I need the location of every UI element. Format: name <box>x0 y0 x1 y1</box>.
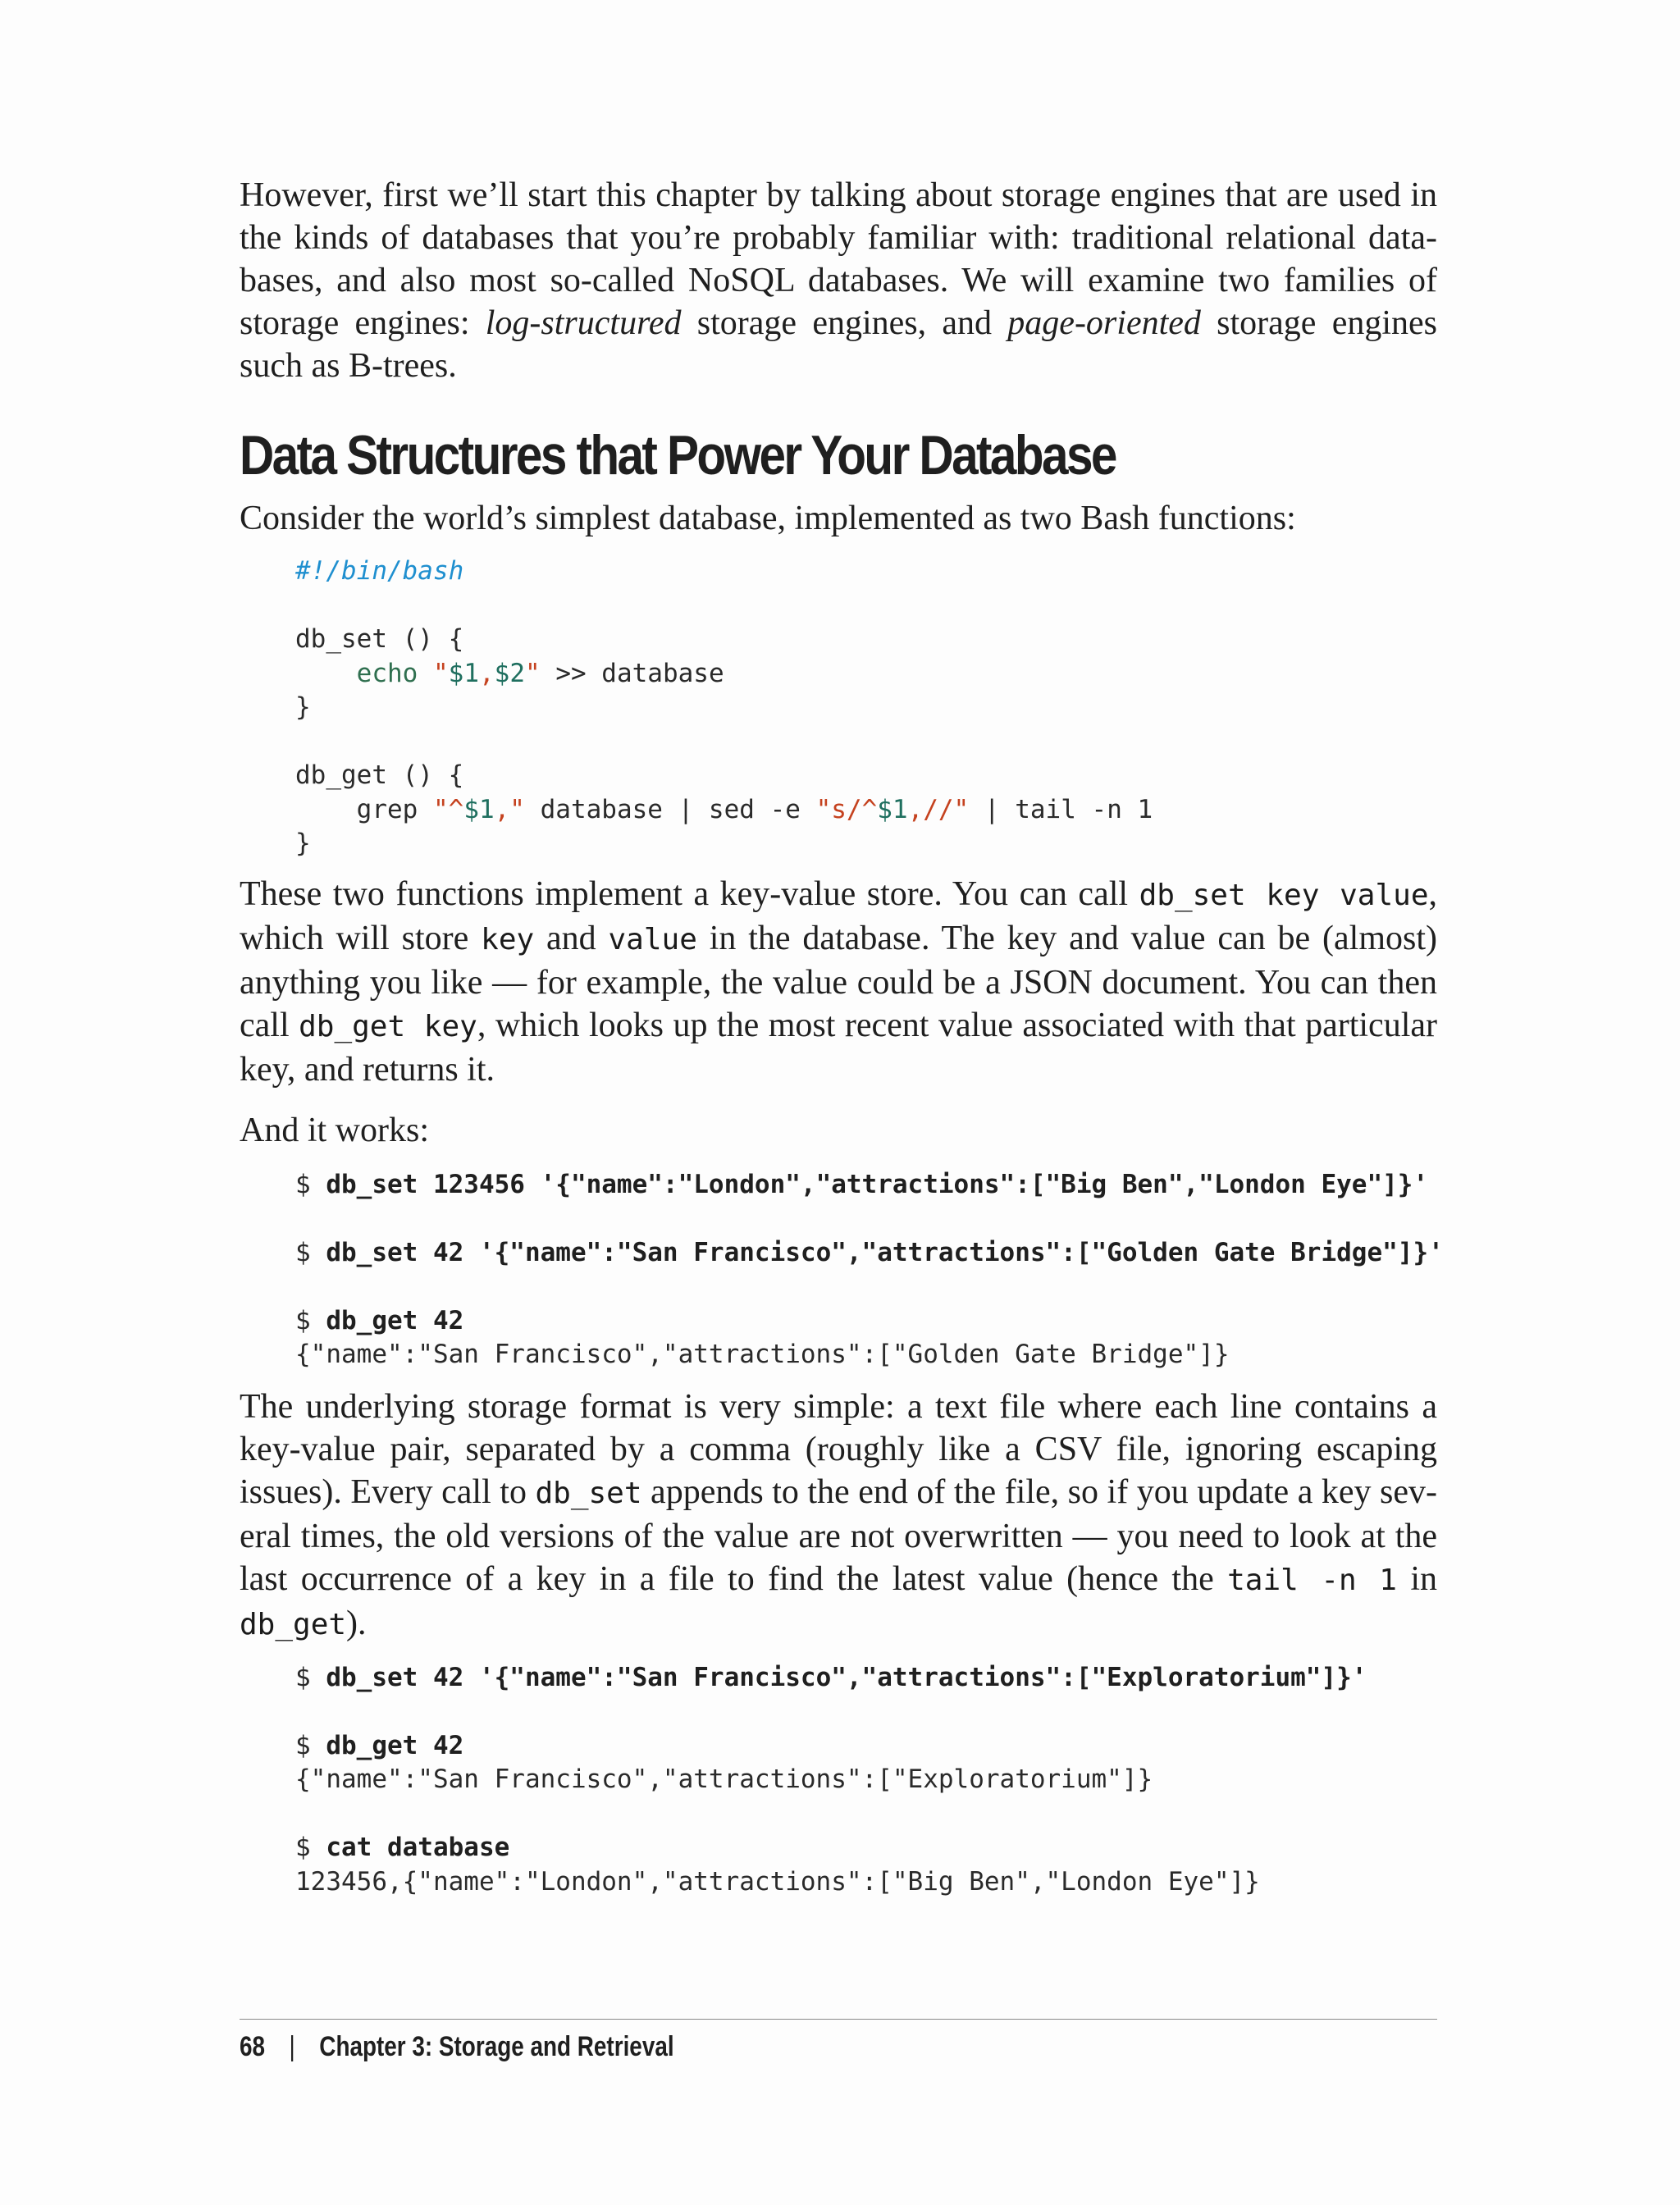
code-line: } <box>295 692 311 722</box>
code-variable: $1 <box>877 794 908 824</box>
text-run: in <box>1396 1559 1437 1598</box>
shell-output: 123456,{"name":"London","attractions":["Big Ben","London Eye"]} <box>295 1866 1260 1897</box>
code-variable: $1 <box>463 794 495 824</box>
inline-code: tail -n 1 <box>1227 1563 1397 1597</box>
code-text: >> database <box>540 658 724 688</box>
shell-output: {"name":"San Francisco","attractions":["Golden Gate Bridge"]} <box>295 1340 1230 1369</box>
inline-code: value <box>608 922 697 956</box>
code-string: "s/^ <box>815 794 878 824</box>
text-run: ). <box>346 1604 367 1642</box>
inline-code: db_set <box>535 1476 642 1510</box>
text-run: and <box>534 919 609 957</box>
text-run: in the database. The key and value can be (almost) anything you like — for example, the value could be a JSON document. You can then call <box>240 919 1437 1044</box>
code-line: db_set () { <box>295 624 464 654</box>
text-run: However, first we’ll start this chapter by talking about storage engines that are used in the kinds of databases that you’re probably familiar with: traditional relational data‐ bases, and also most so-called NoSQL databases. We will examine two families of storage engines: <box>240 176 1437 342</box>
paragraph-consider: Consider the world’s simplest database, implemented as two Bash functions: <box>240 500 1296 537</box>
text-run: appends to the end of the file, so if you update a key sev‐ eral times, the old versions of the value are not overwritten — you need to look at the last occurrence of a key in a file to find the latest value (hence the <box>240 1472 1437 1598</box>
code-string: , <box>478 658 495 688</box>
shell-command: cat database <box>326 1833 510 1862</box>
page-number: 68 <box>240 2030 266 2062</box>
shell-command: db_get 42 <box>326 1305 464 1335</box>
code-block-session-1 <box>240 1168 1444 1372</box>
inline-code: db_get key <box>299 1009 477 1043</box>
code-variable: $2 <box>494 658 525 688</box>
shell-prompt: $ <box>295 1169 326 1199</box>
shell-prompt: $ <box>295 1237 326 1267</box>
code-block-bash <box>240 555 1437 861</box>
code-text: | tail -n 1 <box>969 794 1153 824</box>
paragraph-intro <box>240 174 1437 387</box>
code-line: } <box>295 829 311 858</box>
code-text: grep <box>356 794 418 824</box>
shell-prompt: $ <box>295 1730 326 1760</box>
emphasis-page-oriented: page-oriented <box>1007 304 1201 342</box>
code-block-session-2 <box>240 1661 1437 1900</box>
text-run: , which will store <box>240 874 1437 957</box>
shell-prompt: $ <box>295 1305 326 1335</box>
inline-code: db_get <box>240 1607 347 1641</box>
text-run: storage engines such as B-trees. <box>240 304 1437 385</box>
page-content <box>240 174 1444 1899</box>
chapter-title: Chapter 3: Storage and Retrieval <box>319 2030 674 2062</box>
code-keyword: echo <box>356 658 418 688</box>
code-string: "^ <box>432 794 464 824</box>
code-variable: $1 <box>448 658 479 688</box>
shell-output: {"name":"San Francisco","attractions":["Exploratorium"]} <box>295 1764 1153 1794</box>
inline-code: key <box>481 922 535 956</box>
code-string: ," <box>494 794 525 824</box>
shell-prompt: $ <box>295 1662 326 1692</box>
paragraph-storage-format <box>240 1386 1437 1646</box>
text-run: , which looks up the most recent value associated with that particular key, and returns it. <box>240 1006 1437 1089</box>
text-run: These two functions implement a key-value store. You can call <box>240 874 1139 913</box>
shell-command: db_set 42 '{"name":"San Francisco","attractions":["Exploratorium"]}' <box>326 1662 1367 1692</box>
page-footer <box>240 2026 674 2067</box>
shell-command: db_set 123456 '{"name":"London","attractions":["Big Ben","London Eye"]}' <box>326 1169 1429 1199</box>
text-run: The underlying storage format is very simple: a text file where each line contains a key-value pair, separated by a comma (roughly like a CSV file, ignoring escaping issues). Every call to <box>240 1387 1437 1511</box>
footer-separator: | <box>289 2030 295 2062</box>
text-run: storage engines, and <box>681 304 1008 342</box>
inline-code: db_set key value <box>1139 878 1429 912</box>
shell-prompt: $ <box>295 1833 326 1862</box>
footer-divider <box>240 2019 1437 2020</box>
paragraph-key-value <box>240 873 1437 1091</box>
paragraph-it-works: And it works: <box>240 1111 429 1149</box>
emphasis-log-structured: log-structured <box>485 304 682 342</box>
code-string: " <box>432 658 449 688</box>
section-heading: Data Structures that Power Your Database <box>240 424 1116 486</box>
code-string: " <box>524 658 541 688</box>
shell-command: db_set 42 '{"name":"San Francisco","attractions":["Golden Gate Bridge"]}' <box>326 1237 1444 1267</box>
code-comment: #!/bin/bash <box>295 556 464 586</box>
code-text: database | sed -e <box>524 794 816 824</box>
code-line: db_get () { <box>295 760 464 790</box>
code-string: ,//" <box>907 794 970 824</box>
shell-command: db_get 42 <box>326 1730 464 1760</box>
